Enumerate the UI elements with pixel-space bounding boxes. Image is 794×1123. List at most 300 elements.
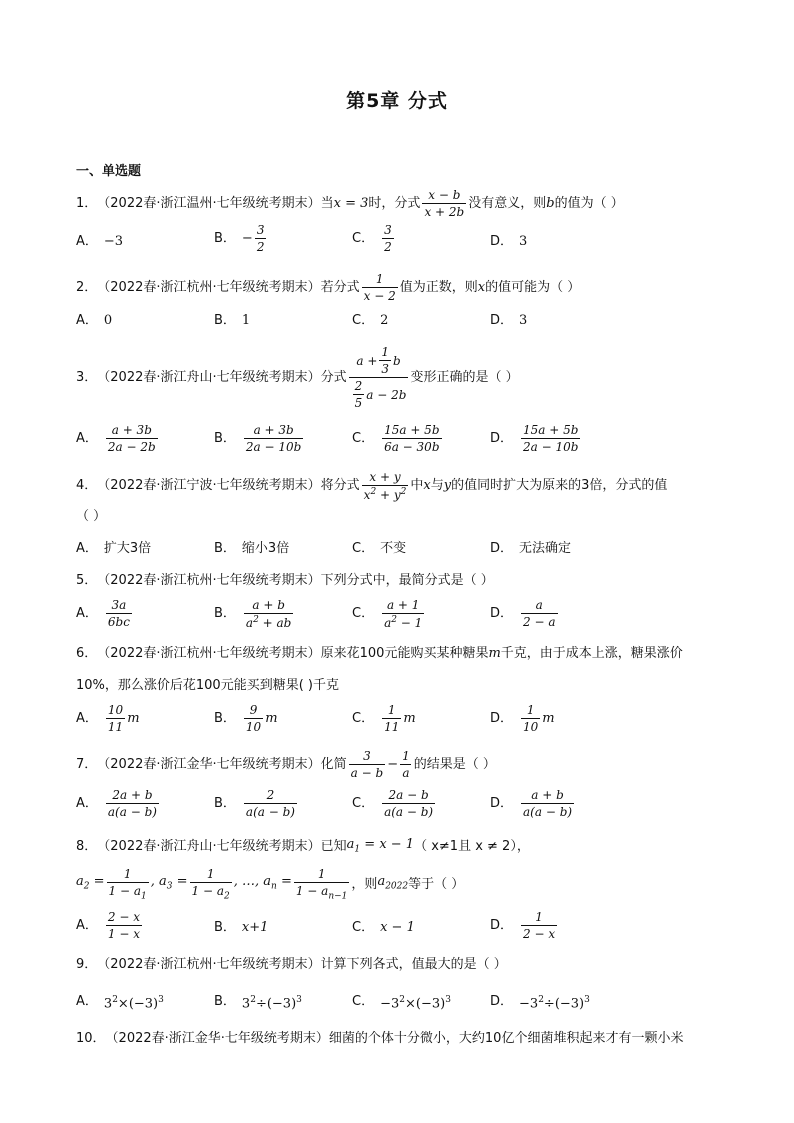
option-c[interactable] [352, 918, 415, 938]
question-stem: 分式 [320, 369, 347, 385]
term: a + [356, 353, 378, 368]
question-number: 3． [76, 369, 98, 385]
option-label: C． [352, 606, 375, 621]
option-label: A． [76, 313, 98, 328]
option-text: −3 [103, 234, 124, 249]
numerator: 2a + b [112, 788, 153, 802]
numerator: x + y [369, 470, 401, 484]
term: a [377, 874, 386, 890]
fraction [244, 789, 297, 818]
option-a[interactable] [76, 911, 144, 940]
option-c[interactable] [352, 224, 396, 253]
option-label: A． [76, 541, 98, 556]
fraction [362, 471, 409, 501]
option-label: C． [352, 541, 375, 556]
subscript: n−1 [328, 891, 348, 902]
numerator: 3a [111, 598, 127, 612]
option-label: C． [352, 710, 375, 726]
term: a [346, 837, 355, 852]
option-d[interactable] [490, 789, 576, 818]
denominator [349, 377, 409, 409]
option-a[interactable] [76, 704, 140, 733]
exponent: 2 [399, 995, 405, 1005]
option-label: B． [214, 313, 236, 328]
option-label: A． [76, 605, 98, 621]
question-source: （2022春·浙江杭州·七年级统考期末） [97, 279, 321, 295]
option-label: B． [214, 994, 236, 1010]
math-var: m [488, 646, 501, 661]
term: = [276, 874, 292, 890]
option-b[interactable] [214, 311, 250, 331]
term: 3 [241, 996, 251, 1012]
option-d[interactable] [490, 990, 590, 1014]
question-number: 5． [76, 573, 98, 588]
question-stem: 将分式 [320, 478, 360, 493]
numerator: a + 1 [386, 598, 420, 612]
option-label: D． [490, 541, 514, 556]
denominator [244, 613, 293, 629]
option-b[interactable] [214, 789, 299, 818]
option-label: B． [214, 710, 236, 726]
option-label: A． [76, 917, 98, 933]
math-var: b [546, 195, 555, 211]
question-source: （2022春·浙江金华·七年级统考期末） [97, 756, 321, 772]
fraction [244, 704, 263, 733]
denominator: a(a − b) [523, 805, 573, 819]
numerator: a + 3b [111, 423, 152, 437]
question-stem: 与 [430, 478, 444, 493]
term: ×(−3) [117, 996, 159, 1012]
question-source: （2022春·浙江金华·七年级统考期末） [105, 1031, 329, 1046]
fraction [521, 704, 540, 733]
option-text: 1 [241, 313, 251, 328]
exponent: 3 [296, 995, 302, 1005]
numerator: 1 [381, 345, 390, 359]
denominator: a(a − b) [107, 805, 157, 819]
question-number: 1． [76, 195, 98, 211]
denominator: 2 [384, 240, 392, 254]
question-stem: 计算下列各式，值最大的是（ ） [320, 957, 507, 972]
math-var: m [265, 710, 278, 726]
denominator: 3 [381, 362, 390, 376]
term: ÷(−3) [255, 996, 297, 1012]
fraction [379, 346, 391, 375]
option-a[interactable] [76, 232, 123, 252]
question-8 [76, 835, 530, 860]
question-source: （2022春·浙江舟山·七年级统考期末） [97, 839, 321, 855]
fraction [255, 224, 267, 253]
term: a − 2b [366, 387, 407, 402]
math-var: m [127, 710, 140, 726]
math-expr [234, 872, 292, 897]
question-number: 9． [76, 957, 98, 972]
question-4-cont [76, 507, 106, 527]
exponent: 2 [391, 615, 397, 625]
question-stem: 10%，那么涨价后花100元能买到糖果( )千克 [76, 678, 339, 693]
option-label: D． [490, 313, 514, 328]
question-stem: 变形正确的是（ ） [410, 369, 519, 385]
option-c[interactable] [352, 789, 437, 818]
term: , …, a [233, 874, 272, 890]
term: − 1 [396, 616, 423, 630]
fraction [107, 868, 149, 901]
numerator: a [535, 598, 543, 612]
question-number: 2． [76, 279, 98, 295]
exponent: 2 [253, 615, 259, 625]
option-label: D． [490, 795, 514, 811]
denominator [190, 882, 232, 901]
denominator [107, 882, 149, 901]
numerator: 3 [363, 749, 371, 763]
question-2 [76, 273, 580, 302]
question-source: （2022春·浙江宁波·七年级统考期末） [97, 478, 321, 493]
numerator: a + b [252, 598, 285, 612]
denominator: 10 [523, 720, 539, 734]
option-text: 3 [519, 313, 528, 328]
term: , a [150, 874, 167, 890]
question-stem: 没有意义，则 [468, 195, 547, 211]
question-8-line2 [76, 868, 464, 901]
numerator: 1 [526, 703, 535, 717]
numerator: 2 − x [107, 910, 140, 924]
option-d[interactable] [490, 599, 560, 628]
numerator: 2 [354, 379, 363, 393]
term: 1 − a [295, 884, 329, 898]
denominator: x + 2b [424, 205, 465, 219]
denominator: 11 [107, 720, 124, 734]
option-d[interactable] [490, 539, 571, 559]
option-d[interactable] [490, 311, 527, 331]
question-6 [76, 644, 683, 664]
fraction [422, 189, 466, 218]
question-stem: 的值可能为（ ） [485, 279, 581, 295]
exponent: 3 [445, 995, 451, 1005]
denominator: a(a − b) [384, 805, 434, 819]
math-expr [380, 990, 451, 1014]
option-label: B． [214, 430, 236, 446]
denominator: x − 2 [363, 289, 396, 303]
question-10 [76, 1029, 683, 1049]
question-1 [76, 189, 624, 218]
fraction [106, 704, 125, 733]
question-stem: 已知 [320, 839, 347, 855]
fraction [400, 750, 412, 779]
term: x [363, 488, 371, 502]
fraction [244, 424, 303, 453]
option-b[interactable] [214, 918, 268, 938]
denominator: 2 − x [523, 927, 556, 941]
math-var: x [423, 478, 431, 493]
option-c[interactable] [352, 599, 426, 629]
question-source: （2022春·浙江温州·七年级统考期末） [97, 195, 321, 211]
numerator: 3 [384, 223, 392, 237]
fraction [294, 868, 350, 901]
numerator: a + b [531, 788, 564, 802]
option-b[interactable] [214, 424, 305, 453]
option-b[interactable] [214, 599, 295, 629]
option-sign: − [241, 230, 253, 246]
math-expr [151, 872, 188, 897]
term: 1 − a [191, 884, 225, 898]
numerator: 1 [535, 910, 543, 924]
exponent: 2 [538, 995, 544, 1005]
question-number: 6． [76, 646, 98, 661]
option-text: x+1 [241, 920, 269, 935]
subscript: 3 [166, 881, 173, 892]
condition: （ x≠1且 x ≠ 2）， [414, 839, 530, 855]
option-label: A． [76, 795, 98, 811]
numerator: 15a + 5b [523, 423, 579, 437]
option-a[interactable] [76, 599, 134, 628]
option-b[interactable] [214, 990, 302, 1014]
option-label: B． [214, 606, 236, 621]
option-text: 扩大3倍 [103, 541, 152, 556]
option-d[interactable] [490, 911, 559, 940]
option-a[interactable] [76, 311, 112, 331]
question-stem: 千克，由于成本上涨，糖果涨价 [500, 646, 683, 661]
numerator: 2a − b [388, 788, 429, 802]
question-stem: 细菌的个体十分微小，大约10亿个细菌堆积起来才有一颗小米 [328, 1031, 684, 1046]
term: a [76, 874, 84, 890]
term: y [393, 488, 401, 502]
denominator: 10 [245, 720, 262, 734]
denominator: 2 − a [523, 615, 556, 629]
denominator: 6a − 30b [384, 440, 440, 454]
option-d[interactable] [490, 232, 527, 252]
subscript: 1 [354, 844, 361, 855]
term: 3 [103, 996, 113, 1012]
option-b[interactable] [214, 539, 289, 559]
numerator: 1 [402, 749, 410, 763]
question-number: 10． [76, 1031, 106, 1046]
option-label: C． [352, 795, 375, 811]
math-expr [104, 990, 164, 1014]
exponent: 2 [400, 487, 407, 497]
question-7 [76, 750, 496, 779]
math-expr [242, 990, 302, 1014]
math-expr [519, 990, 590, 1014]
denominator: a [402, 766, 410, 780]
fraction [382, 224, 394, 253]
subscript: 2 [83, 881, 90, 892]
option-a[interactable] [76, 990, 164, 1014]
denominator: 2a − 10b [245, 440, 302, 454]
fraction [349, 750, 386, 779]
option-text: 无法确定 [519, 541, 572, 556]
option-c[interactable] [352, 424, 444, 453]
option-label: A． [76, 994, 98, 1010]
fraction [353, 380, 365, 409]
question-number: 7． [76, 756, 98, 772]
math-expr [377, 872, 408, 897]
option-text: 缩小3倍 [241, 541, 290, 556]
question-stem: 的值为（ ） [554, 195, 624, 211]
option-c[interactable] [352, 311, 388, 331]
fraction [244, 599, 293, 629]
math-var: y [443, 478, 452, 493]
math-expr [76, 872, 105, 897]
option-label: B． [214, 920, 236, 935]
term: a [384, 616, 392, 630]
fraction [382, 704, 401, 733]
term: −3 [519, 996, 539, 1012]
option-d[interactable] [490, 704, 555, 733]
question-stem: 等于（ ） [408, 876, 465, 892]
denominator: 1 − x [107, 927, 140, 941]
numerator: 1 [123, 867, 132, 881]
question-9 [76, 955, 507, 975]
question-4 [76, 471, 667, 501]
fraction [106, 424, 158, 453]
question-stem: 当 [320, 195, 334, 211]
term: = x − 1 [360, 837, 415, 852]
numerator: 15a + 5b [384, 423, 440, 437]
option-label: C． [352, 313, 375, 328]
numerator: 10 [107, 703, 124, 717]
denominator: 2 [256, 240, 265, 254]
question-stem: 时，分式 [368, 195, 421, 211]
answer-paren: （ ） [76, 509, 107, 524]
fraction [521, 911, 557, 940]
question-6-cont [76, 676, 339, 696]
term: b [393, 353, 401, 368]
question-number: 8． [76, 839, 98, 855]
option-label: B． [214, 795, 236, 811]
term: ×(−3) [404, 996, 446, 1012]
option-c[interactable] [352, 704, 416, 733]
exponent: 2 [370, 487, 377, 497]
question-stem: ，则 [351, 876, 378, 892]
option-b[interactable] [214, 704, 278, 733]
fraction [382, 789, 435, 818]
numerator: 1 [317, 867, 326, 881]
math-expr [347, 835, 414, 860]
subscript: 2 [224, 891, 230, 902]
option-text: 不变 [380, 541, 407, 556]
fraction [106, 789, 159, 818]
exponent: 3 [584, 995, 590, 1005]
option-label: D． [490, 605, 514, 621]
math-var: x [477, 279, 486, 295]
question-stem: 原来花100元能购买某种糖果 [320, 646, 489, 661]
question-stem: 化简 [320, 756, 347, 772]
question-stem: 中 [410, 478, 424, 493]
complex-fraction [349, 346, 409, 409]
question-source: （2022春·浙江杭州·七年级统考期末） [97, 957, 321, 972]
option-text: 2 [380, 313, 389, 328]
option-label: D． [490, 234, 514, 249]
option-b[interactable] [214, 224, 268, 253]
question-number: 4． [76, 478, 98, 493]
fraction [521, 599, 557, 628]
numerator: 1 [387, 703, 396, 717]
option-c[interactable] [352, 990, 451, 1014]
option-label: D． [490, 994, 514, 1010]
numerator: 1 [206, 867, 215, 881]
fraction [106, 911, 142, 940]
question-source: （2022春·浙江舟山·七年级统考期末） [97, 369, 321, 385]
fraction [521, 789, 574, 818]
option-text: x − 1 [380, 920, 415, 935]
term: ÷(−3) [543, 996, 585, 1012]
denominator [294, 882, 350, 901]
subscript: n [271, 881, 277, 892]
question-3 [76, 346, 519, 409]
question-source: （2022春·浙江杭州·七年级统考期末） [97, 573, 321, 588]
option-label: D． [490, 430, 514, 446]
question-stem: 值为正数，则 [399, 279, 478, 295]
exponent: 2 [250, 995, 256, 1005]
denominator: 6bc [107, 615, 130, 629]
subscript: 1 [141, 891, 147, 902]
option-a[interactable] [76, 789, 161, 818]
page-title: 第5章 分式 [346, 90, 448, 112]
numerator: 1 [375, 272, 384, 286]
option-a[interactable] [76, 424, 160, 453]
option-label: A． [76, 430, 98, 446]
denominator: 11 [384, 720, 400, 734]
term: = [89, 874, 105, 890]
exponent: 2 [112, 995, 118, 1005]
numerator: 2 [266, 788, 275, 802]
denominator: 2a − 2b [107, 440, 156, 454]
term: + ab [258, 616, 292, 630]
operator: − [387, 756, 399, 772]
math-var: m [403, 710, 416, 726]
numerator: a + 3b [253, 423, 294, 437]
fraction [190, 868, 232, 901]
math-var: m [542, 710, 555, 726]
math-expr: x = 3 [333, 195, 369, 211]
term: 1 − a [108, 884, 142, 898]
option-d[interactable] [490, 424, 582, 453]
term: = [172, 874, 188, 890]
fraction [521, 424, 580, 453]
numerator: x − b [428, 188, 461, 202]
option-c[interactable] [352, 539, 406, 559]
question-stem: 的值同时扩大为原来的3倍，分式的值 [451, 478, 668, 493]
denominator [362, 485, 409, 501]
fraction [382, 424, 441, 453]
option-label: A． [76, 710, 98, 726]
option-text: 0 [103, 313, 113, 328]
numerator: 9 [249, 703, 258, 717]
operator: + [376, 488, 394, 502]
fraction [382, 599, 424, 629]
option-label: C． [352, 994, 375, 1010]
option-label: C． [352, 430, 375, 446]
numerator: 3 [256, 223, 265, 237]
option-label: C． [352, 230, 375, 246]
denominator: 5 [354, 396, 363, 410]
fraction [362, 273, 398, 302]
numerator [354, 346, 402, 377]
denominator: a(a − b) [245, 805, 295, 819]
option-text: 3 [519, 234, 528, 249]
term: a [245, 616, 254, 630]
option-label: D． [490, 917, 514, 933]
option-label: B． [214, 230, 236, 246]
subscript: 2022 [385, 881, 409, 892]
term: −3 [380, 996, 400, 1012]
fraction [106, 599, 132, 628]
question-stem: 的结果是（ ） [413, 756, 496, 772]
denominator: a − b [350, 766, 384, 780]
option-a[interactable] [76, 539, 151, 559]
question-source: （2022春·浙江杭州·七年级统考期末） [97, 646, 321, 661]
option-label: C． [352, 920, 375, 935]
exponent: 3 [158, 995, 164, 1005]
